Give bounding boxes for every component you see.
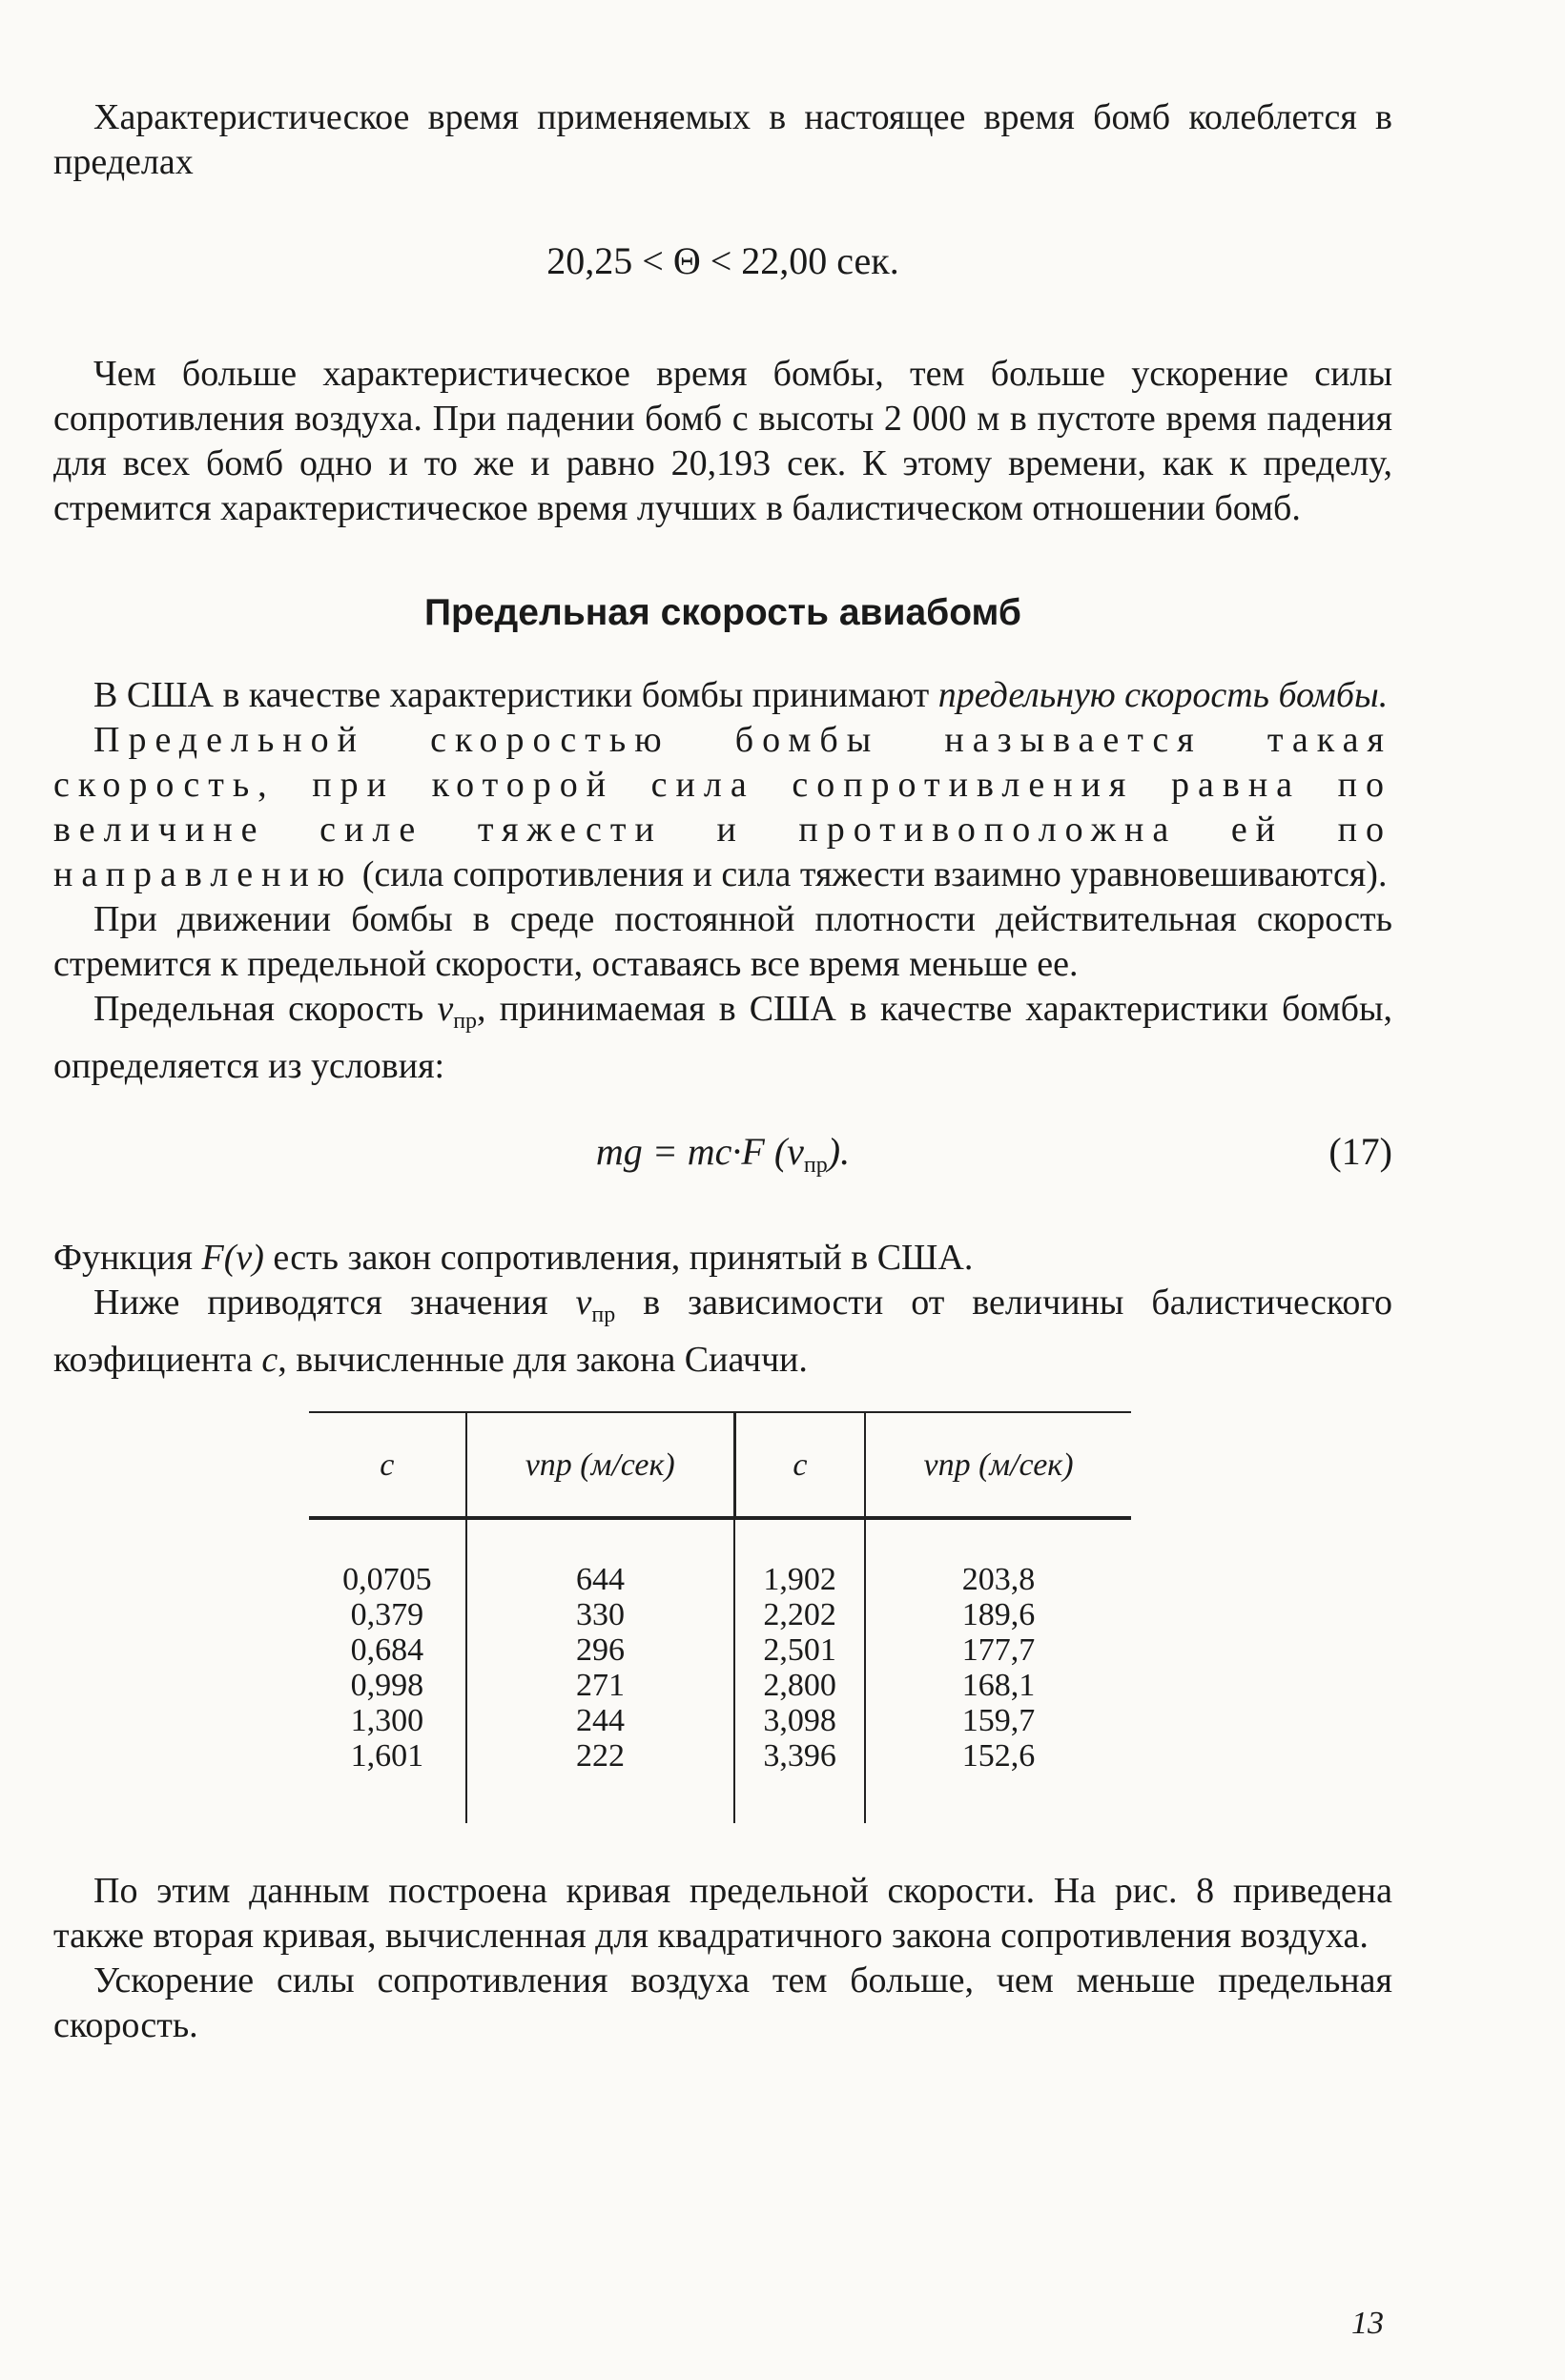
- subscript: пр: [453, 1009, 478, 1034]
- velocity-table: [309, 1411, 1131, 1823]
- paragraph-definition: [53, 718, 1392, 897]
- table-cell: 0,684: [350, 1632, 424, 1668]
- table-cell: 177,7: [961, 1632, 1036, 1668]
- column-c-1: [309, 1518, 466, 1823]
- table-cell: 0,379: [350, 1597, 424, 1632]
- text: есть закон сопротивления, принятый в США.: [263, 1238, 974, 1278]
- velocity-table-wrap: [309, 1411, 1131, 1823]
- paragraph-limit-velocity: [53, 987, 1392, 1089]
- column-v-1: [466, 1518, 735, 1823]
- text: В США в качестве характеристики бомбы принимают: [93, 675, 938, 715]
- paragraph-motion: При движении бомбы в среде постоянной плотности действительная скорость стремится к предельной скорости, оставаясь все время меньше ее.: [53, 899, 1392, 984]
- column-c-2: [734, 1518, 865, 1823]
- paragraph-usa-characteristic: [53, 673, 1392, 718]
- text: в зависимости от величины балистического коэфициента: [53, 1282, 1392, 1380]
- text: Ниже приводятся значения: [93, 1282, 576, 1323]
- text: , вычисленные для закона Сиаччи.: [278, 1340, 808, 1380]
- header-c-2: c: [734, 1412, 865, 1518]
- paragraph-function: [53, 1236, 1392, 1281]
- text: , принимаемая в США в качестве характеристики бомбы, определяется из условия:: [53, 989, 1392, 1086]
- table-cell: 222: [575, 1738, 625, 1774]
- table-cell: 330: [575, 1597, 625, 1632]
- text: Предельная скорость: [93, 989, 438, 1029]
- table-cell: 2,501: [763, 1632, 836, 1668]
- table-cell: 0,998: [350, 1668, 424, 1703]
- table-cell: 0,0705: [342, 1562, 432, 1597]
- table-cell: 203,8: [961, 1562, 1036, 1597]
- table-cell: 2,800: [763, 1668, 836, 1703]
- italic-term: предельную скорость бомбы.: [937, 675, 1389, 715]
- page-number: 13: [1351, 2306, 1384, 2341]
- text: Функция: [53, 1238, 202, 1278]
- paragraph-char-time-range: Характеристическое время применяемых в настоящее время бомб колеблется в пределах: [53, 97, 1392, 182]
- var-v: v: [437, 989, 454, 1029]
- header-v-2: vпр (м/сек): [865, 1412, 1131, 1518]
- table-cell: 1,300: [350, 1703, 424, 1738]
- table-cell: 271: [575, 1668, 625, 1703]
- subscript: пр: [591, 1303, 616, 1327]
- page-content: [53, 95, 1392, 2048]
- text: (сила сопротивления и сила тяжести взаимно уравновешиваются).: [353, 854, 1388, 894]
- eq-left: mg = mc·F (v: [595, 1130, 804, 1173]
- table-cell: 1,902: [763, 1562, 836, 1597]
- var-v: v: [575, 1282, 592, 1323]
- table-cell: 1,601: [350, 1738, 424, 1774]
- section-heading: Предельная скорость авиабомб: [424, 592, 1021, 633]
- header-c-1: c: [309, 1412, 466, 1518]
- header-v-1: vпр (м/сек): [466, 1412, 735, 1518]
- table-cell: 644: [575, 1562, 625, 1597]
- table-header-row: [309, 1412, 1131, 1518]
- paragraph-table-intro: [53, 1281, 1392, 1383]
- table-cell: 244: [575, 1703, 625, 1738]
- function-name: F(v): [201, 1238, 264, 1278]
- table-cell: 296: [575, 1632, 625, 1668]
- column-v-2: [865, 1518, 1131, 1823]
- paragraph-char-time-explanation: Чем больше характеристическое время бомбы, тем больше ускорение силы сопротивления воздуха. При падении бомб с высоты 2 000 м в пустоте время падения для всех бомб одно и то же и равно 20,193 сек. К этому времени, как к пределу, стремится характеристическое время лучших в балистическом отношении бомб.: [53, 354, 1392, 528]
- eq-right: ).: [827, 1130, 851, 1173]
- table-cell: 159,7: [961, 1703, 1036, 1738]
- formula-theta-range: 20,25 < Θ < 22,00 сек.: [546, 239, 899, 282]
- table-cell: 152,6: [961, 1738, 1036, 1774]
- paragraph-curve: По этим данным построена кривая предельной скорости. На рис. 8 приведена также вторая кривая, вычисленная для квадратичного закона сопротивления воздуха.: [53, 1871, 1392, 1956]
- eq-subscript: пр: [803, 1153, 828, 1178]
- table-cell: 2,202: [763, 1597, 836, 1632]
- equation-number: (17): [1328, 1130, 1392, 1173]
- equation-body: [53, 1129, 1392, 1188]
- paragraph-acceleration: Ускорение силы сопротивления воздуха тем больше, чем меньше предельная скорость.: [53, 1960, 1392, 2045]
- var-c: c: [261, 1340, 278, 1380]
- table-cell: 3,396: [763, 1738, 836, 1774]
- table-cell: 189,6: [961, 1597, 1036, 1632]
- equation-17: [53, 1129, 1392, 1186]
- table-cell: 3,098: [763, 1703, 836, 1738]
- spaced-definition: Предельной скоростью бомбы называется такая скорость, при которой сила сопротивления равна по величине силе тяжести и противоположна ей по направлению: [53, 720, 1392, 894]
- table-cell: 168,1: [961, 1668, 1036, 1703]
- table-body-row: [309, 1518, 1131, 1823]
